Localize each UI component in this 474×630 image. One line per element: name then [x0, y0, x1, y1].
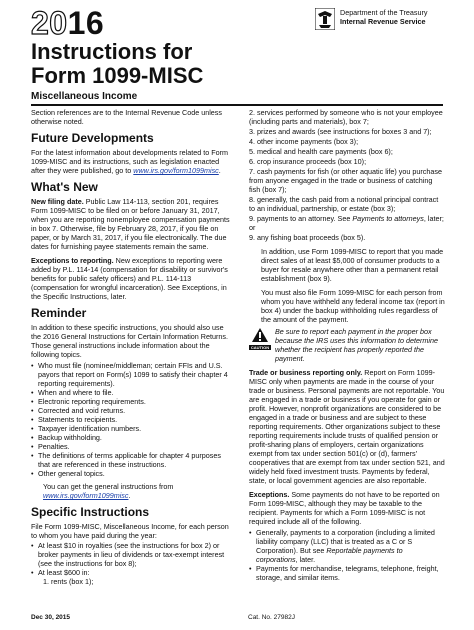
list-item: • Other general topics.: [31, 469, 231, 478]
exceptions-body: Some payments do not have to be reported on Form 1099-MISC, although they may be taxable to the recipient. Payments for which a Form 1099-MISC is not required include all of the following.: [249, 490, 440, 526]
exceptions-text: [249, 490, 445, 526]
caution-box: [249, 327, 445, 363]
numbered-item: 4. other income payments (box 3);: [249, 137, 359, 146]
exc-item-text: Generally, payments to a corporation (including a limited liability company (LLC) that is treated as a C or S Corporation). But see: [256, 528, 435, 555]
general-link[interactable]: www.irs.gov/form1099misc: [43, 491, 129, 500]
page-subtitle: Miscellaneous Income: [31, 91, 138, 102]
list-item: • Payments for merchandise, telegrams, telephone, freight, storage, and similar items.: [249, 564, 445, 582]
future-link[interactable]: www.irs.gov/form1099misc: [133, 166, 219, 175]
attorney-text: 9. payments to an attorney. See: [249, 214, 351, 223]
agency-text: [340, 8, 428, 26]
title-line-1: Instructions for: [31, 39, 193, 64]
left-column: [31, 108, 231, 586]
numbered-item-attorney: [249, 214, 445, 232]
exceptions-label: Exceptions.: [249, 490, 290, 499]
exceptions-list: [249, 528, 445, 582]
exceptions-to-reporting-text: [31, 256, 231, 301]
trade-label: Trade or business reporting only.: [249, 368, 363, 377]
future-text: For the latest information about developments related to Form 1099-MISC and its instructions, such as legislation enacted after they were published, go to: [31, 148, 228, 175]
list-item: • Who must file (nominee/middleman; certain FFIs and U.S. payors that report on Form(s) 1099 to satisfy their chapter 4 reporting requirements).: [31, 361, 231, 388]
list-item: • Statements to recipients.: [31, 415, 231, 424]
exceptions-reporting-label: Exceptions to reporting.: [31, 256, 114, 265]
numbered-item: 2. services performed by someone who is not your employee (including parts and materials), box 7;: [249, 108, 443, 126]
new-filing-body: Public Law 114-113, section 201, requires Form 1099-MISC to be filed on or before January 31, 2017, when you are reporting nonemployee compensation payments in box 7. Otherwise, file by February 28, 2017, if you file on paper, or by March 31, 2017, if you file electronically. The due dates for furnishing payee statements remain the same.: [31, 197, 230, 251]
specific-instructions-heading: Specific Instructions: [31, 505, 150, 519]
warning-triangle-icon: [251, 327, 269, 343]
caution-text: Be sure to report each payment in the proper box because the IRS uses this information to determine whether the recipient has properly reported the payment.: [275, 327, 439, 363]
numbered-item: 7. cash payments for fish (or other aquatic life) you purchase from anyone engaged in the trade or business of catching fish (box 7);: [249, 167, 442, 194]
list-item: • Corrected and void returns.: [31, 406, 231, 415]
list-item: • At least $10 in royalties (see the instructions for box 2) or broker payments in lieu of dividends or tax-exempt interest (see the instructions for box 8);: [31, 541, 231, 568]
agency-dept: Department of the Treasury: [340, 8, 428, 17]
form-year: [31, 5, 105, 41]
attorney-tail: , later; or: [249, 214, 444, 232]
whats-new-heading: What's New: [31, 180, 98, 194]
year-solid: 16: [67, 5, 105, 41]
specific-list: [31, 541, 231, 577]
footer-date: Dec 30, 2015: [31, 614, 71, 621]
future-developments-text: For the latest information about developments related to Form 1099-MISC and its instructions, such as legislation enacted after they were published, go to www.irs.gov/form1099misc.: [31, 148, 228, 175]
list-item: • When and where to file.: [31, 388, 231, 397]
exceptions-reporting-body: New exceptions to reporting were added by P.L. 114-14 (compensation for disability or survivor's benefits for public safety officers) and P.L. 114-113 (compensation for wrongful incarceration). See Exceptions, in the Specific Instructions, later.: [31, 256, 228, 301]
trade-business-text: [249, 368, 445, 485]
title-line-2: Form 1099-MISC: [31, 63, 204, 88]
numbered-item: 5. medical and health care payments (box 6);: [249, 147, 393, 156]
specific-text: File Form 1099-MISC, Miscellaneous Income, for each person to whom you have paid during the year:: [31, 522, 229, 540]
reminder-heading: Reminder: [31, 306, 87, 320]
agency-block: [315, 8, 445, 30]
reminder-list: [31, 361, 231, 478]
new-filing-date-text: [31, 197, 231, 251]
numbered-item: 3. prizes and awards (see instructions for boxes 3 and 7);: [249, 127, 432, 136]
page-title: [31, 40, 203, 88]
exc-item-ref: Reportable payments to corporations: [256, 546, 403, 564]
list-item: • At least $600 in:: [31, 568, 231, 577]
list-item: • Penalties.: [31, 442, 231, 451]
numbered-item: 9. any fishing boat proceeds (box 5).: [249, 233, 366, 242]
new-filing-label: New filing date.: [31, 197, 84, 206]
agency-irs: Internal Revenue Service: [340, 17, 426, 26]
list-item: • Electronic reporting requirements.: [31, 397, 231, 406]
header-rule: [31, 104, 443, 106]
rents-item: 1. rents (box 1);: [43, 577, 94, 586]
list-item: • Taxpayer identification numbers.: [31, 424, 231, 433]
attorney-ref: Payments to attorneys: [352, 214, 424, 223]
exc-item-tail: , later.: [295, 555, 316, 564]
future-developments-heading: Future Developments: [31, 131, 154, 145]
numbered-item: 8. generally, the cash paid from a notional principal contract to an individual, partnership, or estate (box 3);: [249, 195, 439, 213]
numbered-item: 6. crop insurance proceeds (box 10);: [249, 157, 367, 166]
right-column: [249, 108, 445, 586]
list-item: • The definitions of terms applicable for chapter 4 purposes that are referenced in these instructions.: [31, 451, 231, 469]
general-text: You can get the general instructions from: [43, 482, 174, 491]
list-item: [249, 528, 445, 564]
direct-sales-text: In addition, use Form 1099-MISC to report that you made direct sales of at least $5,000 of consumer products to a buyer for resale anywhere other than a permanent retail establishment (box 9).: [261, 247, 444, 283]
list-item: • Backup withholding.: [31, 433, 231, 442]
caution-label: CAUTION: [250, 345, 270, 350]
trade-body: Report on Form 1099-MISC only when payments are made in the course of your trade or business. Personal payments are not reportable. You are engaged in a trade or business if you operate for gain or profit. However, nonprofit organizations are considered to be engaged in a trade or business and are subject to these reporting requirements. Other organizations subject to these reporting requirements include trusts of qualified pension or profit-sharing plans of employers, certain organizations exempt from tax under section 501(c) or (d), farmers' cooperatives that are exempt from tax under section 521, and widely held fixed investment trusts. Payments by federal, state, or local government agencies are also reportable.: [249, 368, 445, 485]
year-outline: 20: [31, 5, 68, 41]
irs-eagle-logo-icon: [315, 8, 335, 30]
caution-icon: [249, 327, 271, 363]
reminder-text: In addition to these specific instructions, you should also use the 2016 General Instructions for Certain Information Returns. Those general instructions include information about the following topics.: [31, 323, 228, 359]
footer-cat-number: Cat. No. 27982J: [248, 614, 295, 621]
general-instructions-text: You can get the general instructions from www.irs.gov/form1099misc.: [43, 482, 174, 500]
intro-text: Section references are to the Internal Revenue Code unless otherwise noted.: [31, 108, 222, 126]
withheld-text: You must also file Form 1099-MISC for each person from whom you have withheld any federal income tax (report in box 4) under the backup withholding rules regardless of the amount of the payment.: [261, 288, 445, 324]
